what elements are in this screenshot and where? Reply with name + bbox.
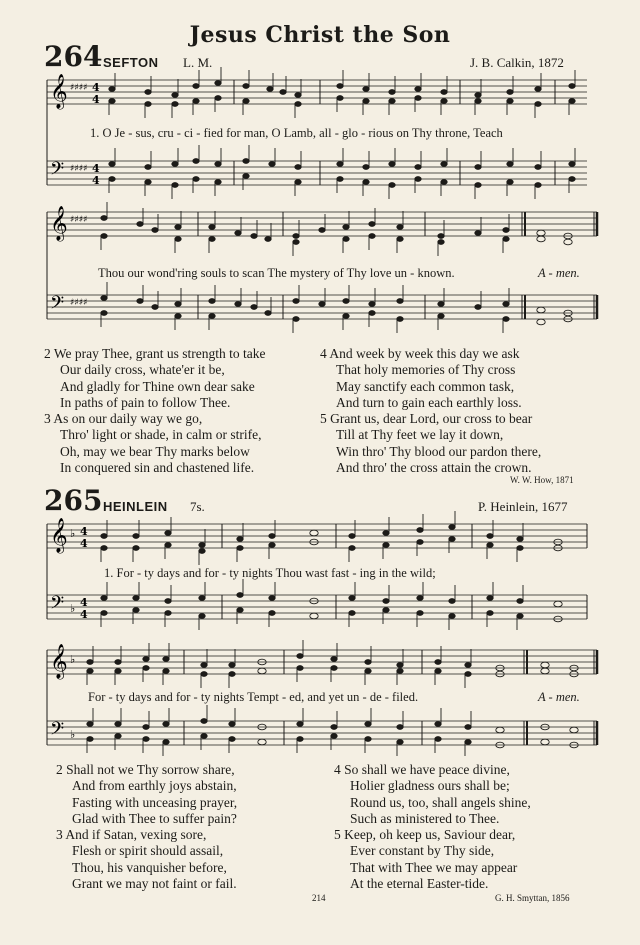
tune-name-264: SEFTON	[103, 55, 159, 70]
verse-line: May sanctify each common task,	[336, 378, 515, 394]
verse-line: Oh, may we bear Thy marks below	[60, 443, 250, 459]
verse-265-4	[334, 762, 531, 827]
svg-text:4: 4	[80, 525, 88, 538]
svg-text:♭: ♭	[70, 527, 76, 540]
verse-line: Our daily cross, whate'er it be,	[60, 362, 225, 378]
verse-line: In conquered sin and chastened life.	[60, 459, 255, 475]
meter-264: L. M.	[183, 55, 213, 70]
svg-text:♭: ♭	[70, 602, 76, 615]
verse-line: Till at Thy feet we lay it down,	[336, 427, 504, 443]
verse-line: Thou, his vanquisher before,	[72, 859, 227, 875]
verse-line: Grant we may not faint or fail.	[72, 875, 237, 891]
composer-264: J. B. Calkin, 1872	[470, 55, 564, 70]
verse-265-2	[56, 762, 237, 827]
verse-line: 5 Keep, oh keep us, Saviour dear,	[334, 827, 516, 842]
verse-line: 3 As on our daily way we go,	[44, 411, 203, 426]
page-number: 214	[312, 893, 326, 903]
amen-264: A - men.	[538, 266, 580, 280]
page-title: Jesus Christ the Son	[189, 22, 451, 48]
tune-name-265: HEINLEIN	[103, 499, 168, 514]
verse-line: And from earthly joys abstain,	[72, 778, 237, 794]
verse-line: That with Thee we may appear	[350, 859, 518, 875]
verse-line: Glad with Thee to suffer pain?	[72, 810, 237, 826]
lyric-265-line-1: 1. For - ty days and for - ty nights Thou wast fast - ing in the wild;	[104, 566, 436, 580]
author-265: G. H. Smyttan, 1856	[495, 893, 570, 903]
author-264: W. W. How, 1871	[510, 475, 574, 485]
verse-line: That holy memories of Thy cross	[336, 362, 516, 378]
svg-text:4: 4	[80, 537, 88, 550]
verse-line: In paths of pain to follow Thee.	[60, 394, 231, 410]
svg-text:𝄞: 𝄞	[50, 518, 68, 553]
svg-text:♭: ♭	[70, 728, 76, 741]
svg-text:♯♯♯♯: ♯♯♯♯	[70, 298, 88, 308]
hymn-number-265: 265	[44, 484, 103, 517]
verse-265-3	[56, 827, 237, 892]
verse-line: Flesh or spirit should assail,	[72, 843, 224, 859]
verse-line: Round us, too, shall angels shine,	[350, 794, 531, 810]
verse-line: 4 And week by week this day we ask	[320, 346, 520, 361]
amen-265: A - men.	[538, 690, 580, 704]
verse-line: Win thro' Thy blood our pardon there,	[336, 443, 542, 459]
verse-line: And gladly for Thine own dear sake	[60, 378, 255, 394]
composer-265: P. Heinlein, 1677	[478, 499, 568, 514]
svg-text:𝄞: 𝄞	[50, 644, 68, 679]
svg-text:𝄢: 𝄢	[50, 293, 65, 318]
verse-line: And thro' the cross attain the crown.	[336, 459, 532, 475]
lyric-264-line-1: 1. O Je - sus, cru - ci - fied for man, O Lamb, all - glo - rious on Thy throne, Teach	[90, 126, 503, 140]
svg-text:4: 4	[92, 93, 100, 106]
lyric-265-line-2: For - ty days and for - ty nights Tempt - ed, and yet un - de - filed.	[88, 690, 419, 704]
verse-line: And turn to gain each earthly loss.	[336, 394, 522, 410]
svg-text:𝄢: 𝄢	[50, 159, 65, 184]
svg-text:4: 4	[92, 174, 100, 187]
svg-text:4: 4	[80, 596, 88, 609]
hymn-number-264: 264	[44, 40, 103, 73]
verse-line: 5 Grant us, dear Lord, our cross to bear	[320, 411, 533, 426]
svg-text:♭: ♭	[70, 653, 76, 666]
svg-text:4: 4	[80, 608, 88, 621]
svg-text:𝄞: 𝄞	[50, 74, 68, 109]
verse-line: Thro' light or shade, in calm or strife,	[60, 427, 262, 443]
verse-line: Ever constant by Thy side,	[350, 843, 495, 859]
lyric-264-line-2: Thou our wond'ring souls to scan The mystery of Thy love un - known.	[98, 266, 455, 280]
verse-line: 4 So shall we have peace divine,	[334, 762, 510, 777]
svg-text:4: 4	[92, 81, 100, 94]
verse-265-5	[334, 827, 517, 892]
verse-line: Fasting with unceasing prayer,	[72, 794, 238, 810]
verse-line: 3 And if Satan, vexing sore,	[56, 827, 207, 842]
meter-265: 7s.	[190, 499, 205, 514]
svg-text:♯♯♯♯: ♯♯♯♯	[70, 215, 88, 225]
verse-line: 2 We pray Thee, grant us strength to take	[44, 346, 266, 361]
svg-text:♯♯♯♯: ♯♯♯♯	[70, 83, 88, 93]
svg-text:𝄞: 𝄞	[50, 206, 68, 241]
verse-line: 2 Shall not we Thy sorrow share,	[56, 762, 235, 777]
verse-line: Such as ministered to Thee.	[350, 810, 500, 826]
svg-text:♯♯♯♯: ♯♯♯♯	[70, 164, 88, 174]
verse-line: At the eternal Easter-tide.	[350, 875, 489, 891]
verse-line: Holier gladness ours shall be;	[350, 778, 510, 794]
svg-text:4: 4	[92, 162, 100, 175]
svg-text:𝄢: 𝄢	[50, 593, 65, 618]
svg-text:𝄢: 𝄢	[50, 719, 65, 744]
